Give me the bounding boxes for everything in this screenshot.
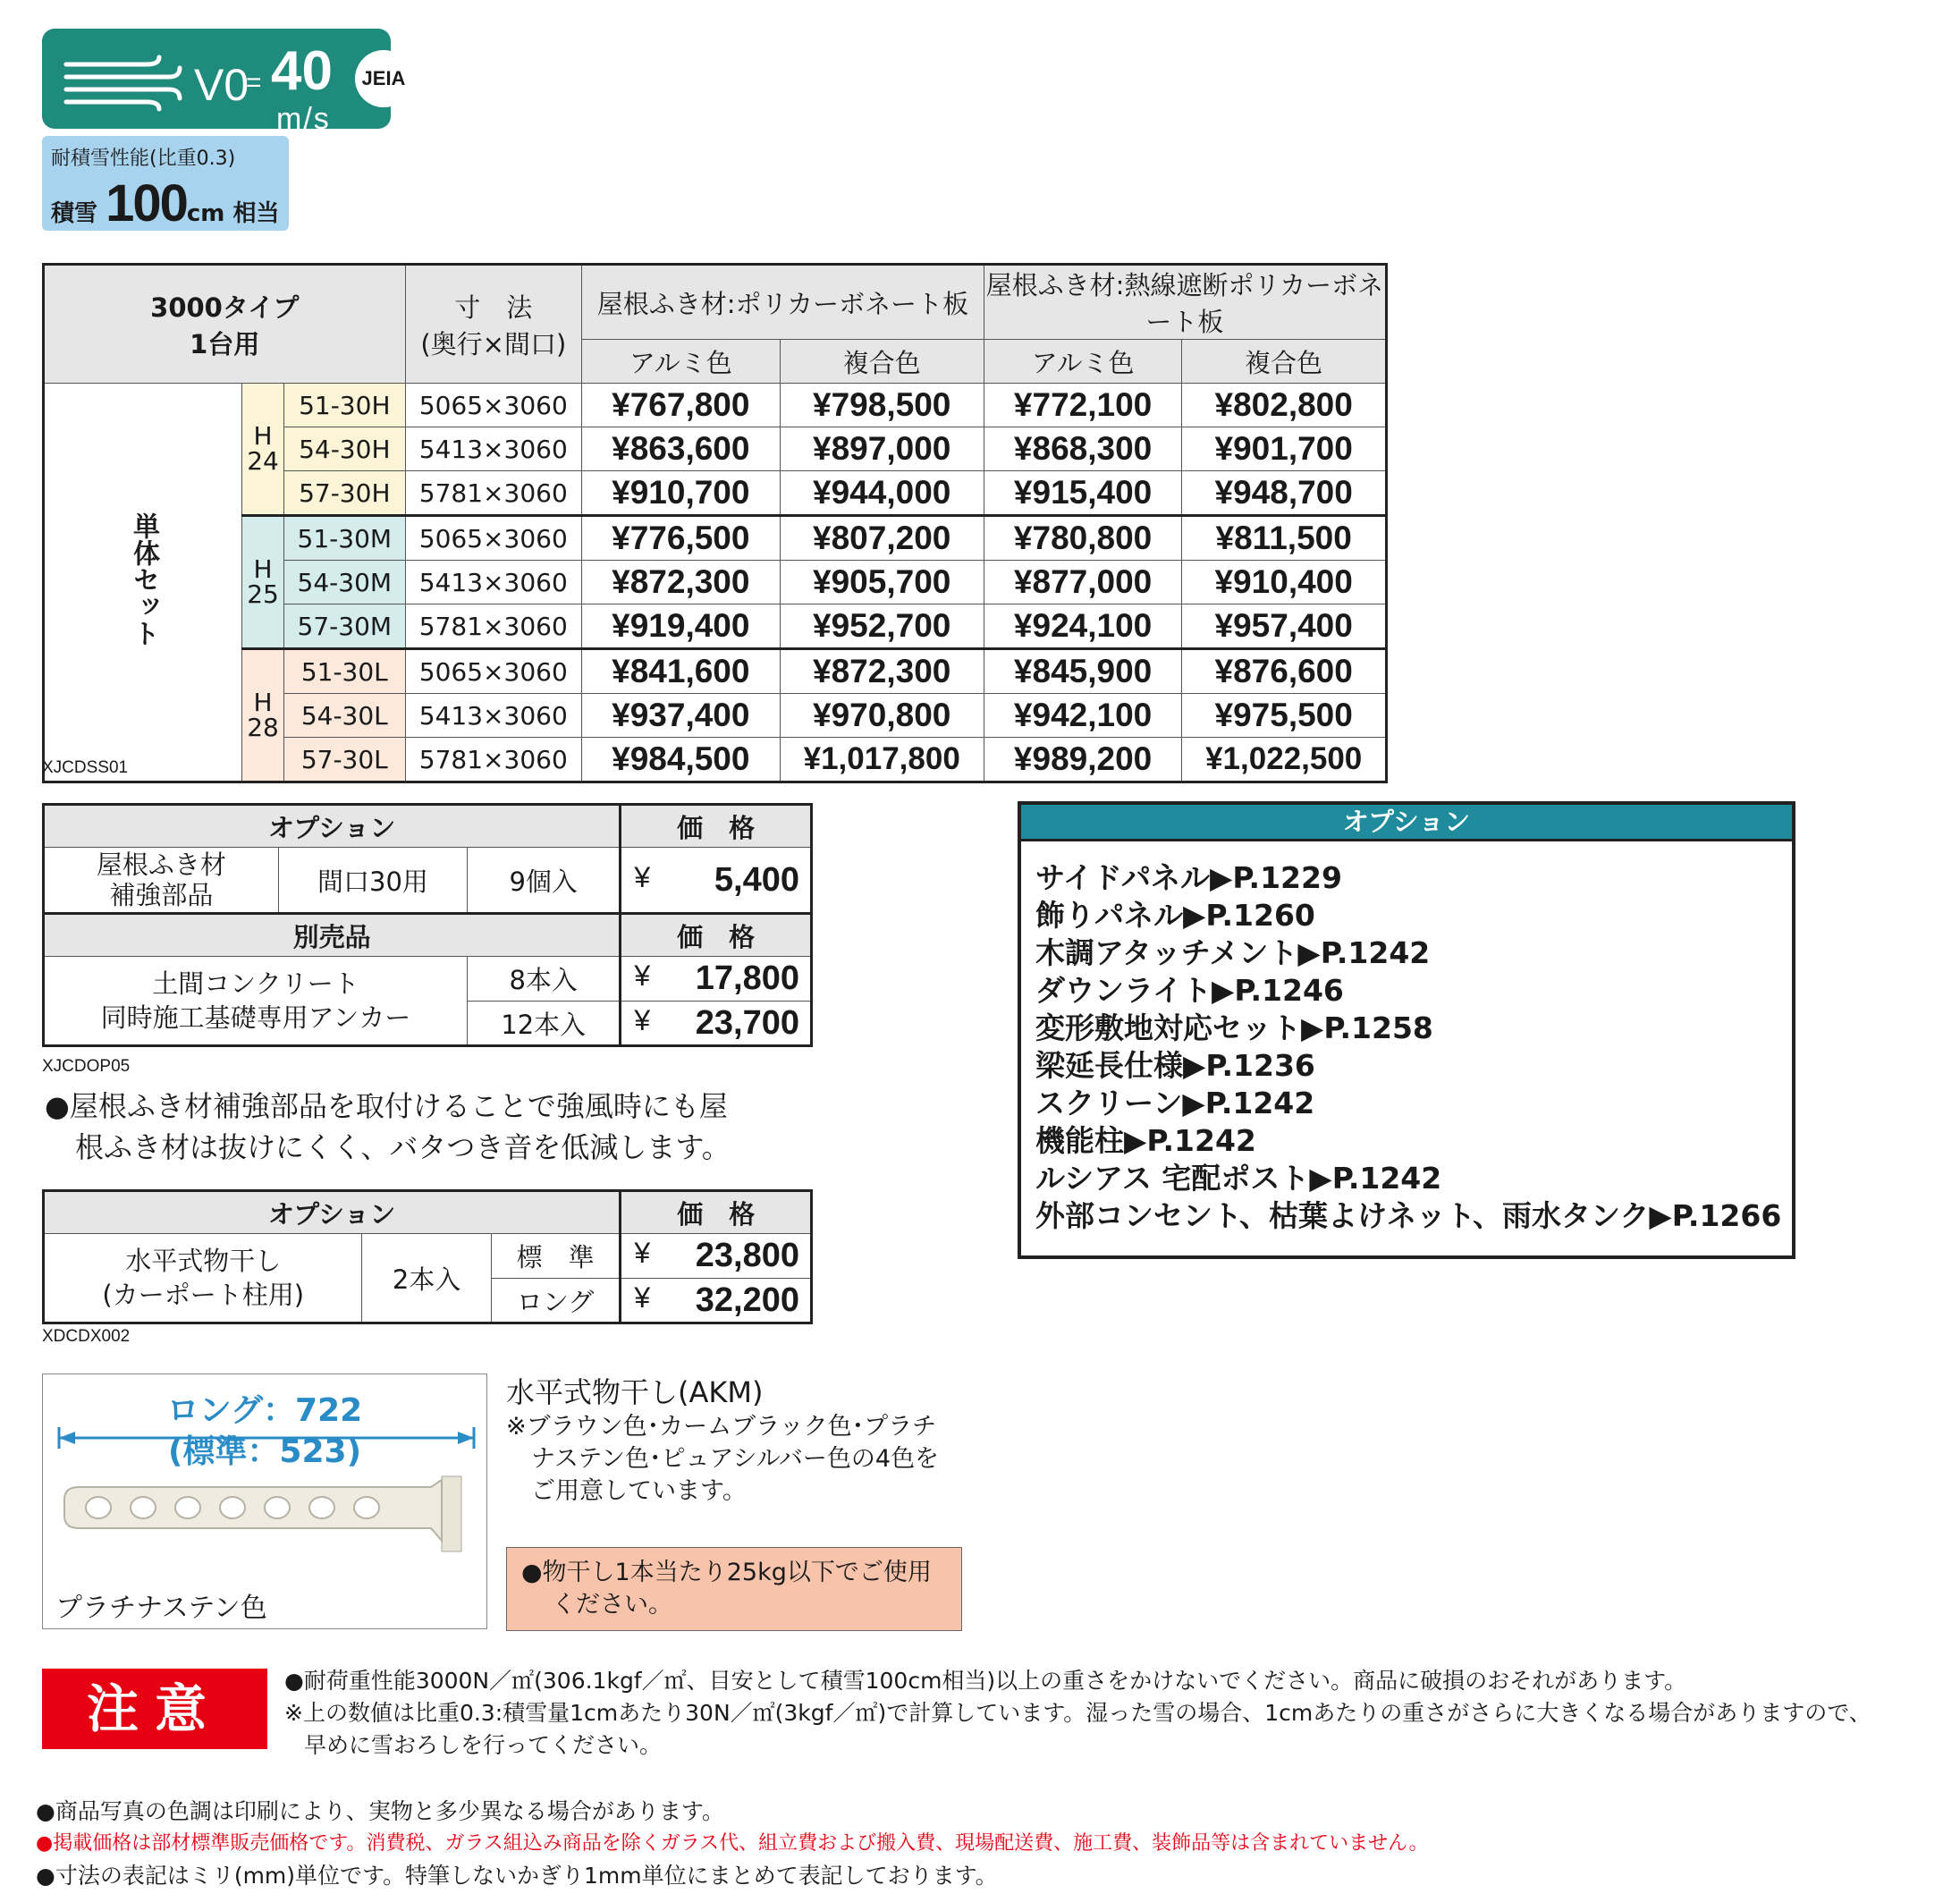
dims-cell: 5781×3060 [405, 738, 582, 782]
price-cell: ¥970,800 [780, 694, 984, 738]
group-header-heat-block: 屋根ふき材:熱線遮断ポリカーボネート板 [984, 265, 1386, 340]
option-link[interactable]: ルシアス 宅配ポスト▶P.1242 [1035, 1161, 1442, 1196]
price-cell: ¥868,300 [984, 427, 1182, 471]
price-cell: ¥910,700 [582, 471, 781, 516]
price-cell: ¥776,500 [582, 516, 781, 561]
height-label-h24: H 24 [242, 384, 284, 516]
anchor-item: 土間コンクリート 同時施工基礎専用アンカー [44, 957, 468, 1046]
price-table-code: XJCDSS01 [42, 758, 129, 777]
price-header: 価 格 [621, 805, 812, 848]
model-cell: 54-30L [284, 694, 406, 738]
price-cell: ¥877,000 [984, 561, 1182, 604]
model-cell: 54-30M [284, 561, 406, 604]
set-label: 単体セット [44, 384, 242, 782]
height-label-h25: H 25 [242, 516, 284, 649]
akm-title: 水平式物干し(AKM) [506, 1375, 764, 1409]
snow-value: 100 [106, 174, 187, 232]
option-link[interactable]: 変形敷地対応セット▶P.1258 [1035, 1010, 1433, 1045]
model-cell: 51-30M [284, 516, 406, 561]
price-cell: ¥952,700 [780, 604, 984, 649]
col-header-fukugo: 複合色 [1182, 340, 1387, 384]
jeia-logo: JEIA [355, 50, 412, 107]
wind-resistance-badge [42, 29, 406, 136]
price-cell: ¥905,700 [780, 561, 984, 604]
price-cell: ¥798,500 [780, 384, 984, 427]
caution-text: ●耐荷重性能3000N／㎡(306.1kgf／㎡、目安として積雪100cm相当)以上の重さをかけないでください。商品に破損のおそれがあります。 ※上の数値は比重0.3:積雪量1cmあたり30N／㎡(3kgf／㎡)で計算しています。湿った雪の場合、1cmあたりの重さがさらに大きくなる場合がありますので、 早めに雪おろしを行ってください。 [284, 1668, 1871, 1758]
snow-load-value-line [51, 173, 279, 233]
price-cell: ¥901,700 [1182, 427, 1387, 471]
reinforcement-spec: 間口30用 [278, 848, 467, 914]
dims-cell: 5781×3060 [405, 604, 582, 649]
snow-load-badge [42, 136, 289, 231]
option-link[interactable]: 梁延長仕様▶P.1236 [1035, 1048, 1315, 1083]
wind-v0-label: V0 [194, 60, 249, 110]
dryer-std: 標 準 [491, 1234, 621, 1279]
price-cell: ¥989,200 [984, 738, 1182, 782]
price-header: 価 格 [621, 914, 812, 957]
price-cell: ¥944,000 [780, 471, 984, 516]
price-cell: ¥845,900 [984, 649, 1182, 694]
price-cell: ¥937,400 [582, 694, 781, 738]
anchor-qty-12: 12本入 [468, 1002, 621, 1046]
caution-badge: 注意 [42, 1669, 267, 1749]
wind-speed-value: 40 [271, 40, 333, 102]
dims-cell: 5413×3060 [405, 561, 582, 604]
model-cell: 57-30M [284, 604, 406, 649]
dryer-item: 水平式物干し (カーポート柱用) [44, 1234, 362, 1323]
model-cell: 51-30L [284, 649, 406, 694]
price-cell: ¥942,100 [984, 694, 1182, 738]
reinforcement-note: ●屋根ふき材補強部品を取付けることで強風時にも屋 根ふき材は抜けにくく、バタつき音を低減します。 [45, 1089, 731, 1164]
dryer-price-long: ¥ 32,200 [621, 1279, 812, 1323]
price-cell: ¥975,500 [1182, 694, 1387, 738]
price-cell: ¥872,300 [780, 649, 984, 694]
table-corner-header: 3000タイプ 1台用 [44, 265, 406, 384]
group-header-polycarbonate: 屋根ふき材:ポリカーボネート板 [582, 265, 984, 340]
footnote-units: ●寸法の表記はミリ(mm)単位です。特筆しないかぎり1mm単位にまとめて表記しております。 [36, 1863, 998, 1889]
model-cell: 51-30H [284, 384, 406, 427]
price-cell: ¥924,100 [984, 604, 1182, 649]
price-cell: ¥780,800 [984, 516, 1182, 561]
price-cell: ¥863,600 [582, 427, 781, 471]
separate-item-header: 別売品 [44, 914, 621, 957]
anchor-price-8: ¥ 17,800 [621, 957, 812, 1002]
reinforcement-item: 屋根ふき材 補強部品 [44, 848, 279, 914]
product-color-caption: プラチナステン色 [55, 1593, 267, 1624]
price-cell: ¥872,300 [582, 561, 781, 604]
dims-cell: 5065×3060 [405, 649, 582, 694]
price-cell: ¥1,022,500 [1182, 738, 1387, 782]
price-cell: ¥984,500 [582, 738, 781, 782]
price-cell: ¥957,400 [1182, 604, 1387, 649]
option-list-box [1018, 801, 1795, 1259]
reinforcement-qty: 9個入 [468, 848, 621, 914]
anchor-qty-8: 8本入 [468, 957, 621, 1002]
price-cell: ¥876,600 [1182, 649, 1387, 694]
option-table-clothes-dryer [42, 1189, 813, 1324]
dims-cell: 5065×3060 [405, 516, 582, 561]
dimension-arrow-icon [52, 1424, 481, 1451]
load-limit-note: ●物干し1本当たり25kg以下でご使用 ください。 [506, 1547, 962, 1631]
price-cell: ¥802,800 [1182, 384, 1387, 427]
price-cell: ¥772,100 [984, 384, 1182, 427]
price-cell: ¥948,700 [1182, 471, 1387, 516]
price-cell: ¥919,400 [582, 604, 781, 649]
dimension-labels: ロング：722 (標準：523) [166, 1392, 363, 1470]
product-image-box [42, 1374, 487, 1629]
dims-cell: 5781×3060 [405, 471, 582, 516]
snow-unit: cm [186, 200, 225, 227]
price-cell: ¥897,000 [780, 427, 984, 471]
price-table [42, 263, 1388, 783]
dims-header: 寸 法 (奥行×間口) [405, 265, 582, 384]
price-cell: ¥811,500 [1182, 516, 1387, 561]
model-cell: 54-30H [284, 427, 406, 471]
model-cell: 57-30H [284, 471, 406, 516]
price-cell: ¥807,200 [780, 516, 984, 561]
option-link[interactable]: ダウンライト▶P.1246 [1035, 973, 1344, 1008]
option-table2-code: XDCDX002 [42, 1327, 131, 1346]
option-link[interactable]: サイドパネル▶P.1229 [1035, 860, 1342, 895]
dryer-price-std: ¥ 23,800 [621, 1234, 812, 1279]
price-header: 価 格 [621, 1191, 812, 1234]
price-cell: ¥767,800 [582, 384, 781, 427]
option-link[interactable]: 機能柱▶P.1242 [1035, 1123, 1256, 1158]
dryer-long: ロング [491, 1279, 621, 1323]
option-table1-code: XJCDOP05 [42, 1057, 131, 1076]
dims-cell: 5065×3060 [405, 384, 582, 427]
footnote-price: ●掲載価格は部材標準販売価格です。消費税、ガラス組込み商品を除くガラス代、組立費および搬入費、現場配送費、施工費、装飾品等は含まれていません。 [36, 1832, 1429, 1855]
reinforcement-price: ¥ 5,400 [621, 848, 812, 914]
wind-speed-unit: m/s [276, 102, 331, 136]
price-cell: ¥1,017,800 [780, 738, 984, 782]
model-cell: 57-30L [284, 738, 406, 782]
option-header: オプション [44, 1191, 621, 1234]
dims-cell: 5413×3060 [405, 427, 582, 471]
option-table-reinforcement [42, 803, 813, 1047]
option-list-title: オプション [1021, 805, 1792, 841]
option-list [1035, 859, 1792, 1235]
snow-suffix: 相当 [232, 200, 280, 227]
anchor-price-12: ¥ 23,700 [621, 1002, 812, 1046]
option-link[interactable]: 外部コンセント、枯葉よけネット、雨水タンク▶P.1266 [1035, 1198, 1782, 1233]
dims-cell: 5413×3060 [405, 694, 582, 738]
price-cell: ¥841,600 [582, 649, 781, 694]
option-link[interactable]: 飾りパネル▶P.1260 [1035, 898, 1315, 933]
price-cell: ¥910,400 [1182, 561, 1387, 604]
snow-load-caption: 耐積雪性能(比重0.3) [51, 148, 236, 170]
option-link[interactable]: 木調アタッチメント▶P.1242 [1035, 935, 1431, 970]
footnotes [36, 1796, 1949, 1892]
akm-description: ※ブラウン色･カームブラック色･プラチ ナステン色･ピュアシルバー色の4色を ご用意しています。 [506, 1413, 940, 1505]
option-header: オプション [44, 805, 621, 848]
snow-prefix: 積雪 [51, 200, 98, 227]
col-header-fukugo: 複合色 [780, 340, 984, 384]
price-cell: ¥915,400 [984, 471, 1182, 516]
col-header-alumi: アルミ色 [582, 340, 781, 384]
option-link[interactable]: スクリーン▶P.1242 [1035, 1086, 1315, 1120]
footnote-color: ●商品写真の色調は印刷により、実物と多少異なる場合があります。 [36, 1798, 724, 1824]
height-label-h28: H 28 [242, 649, 284, 782]
clothes-dryer-icon [55, 1464, 476, 1562]
wind-icon [62, 52, 187, 114]
wind-equals: = [246, 68, 262, 97]
col-header-alumi: アルミ色 [984, 340, 1182, 384]
dryer-qty: 2本入 [362, 1234, 491, 1323]
